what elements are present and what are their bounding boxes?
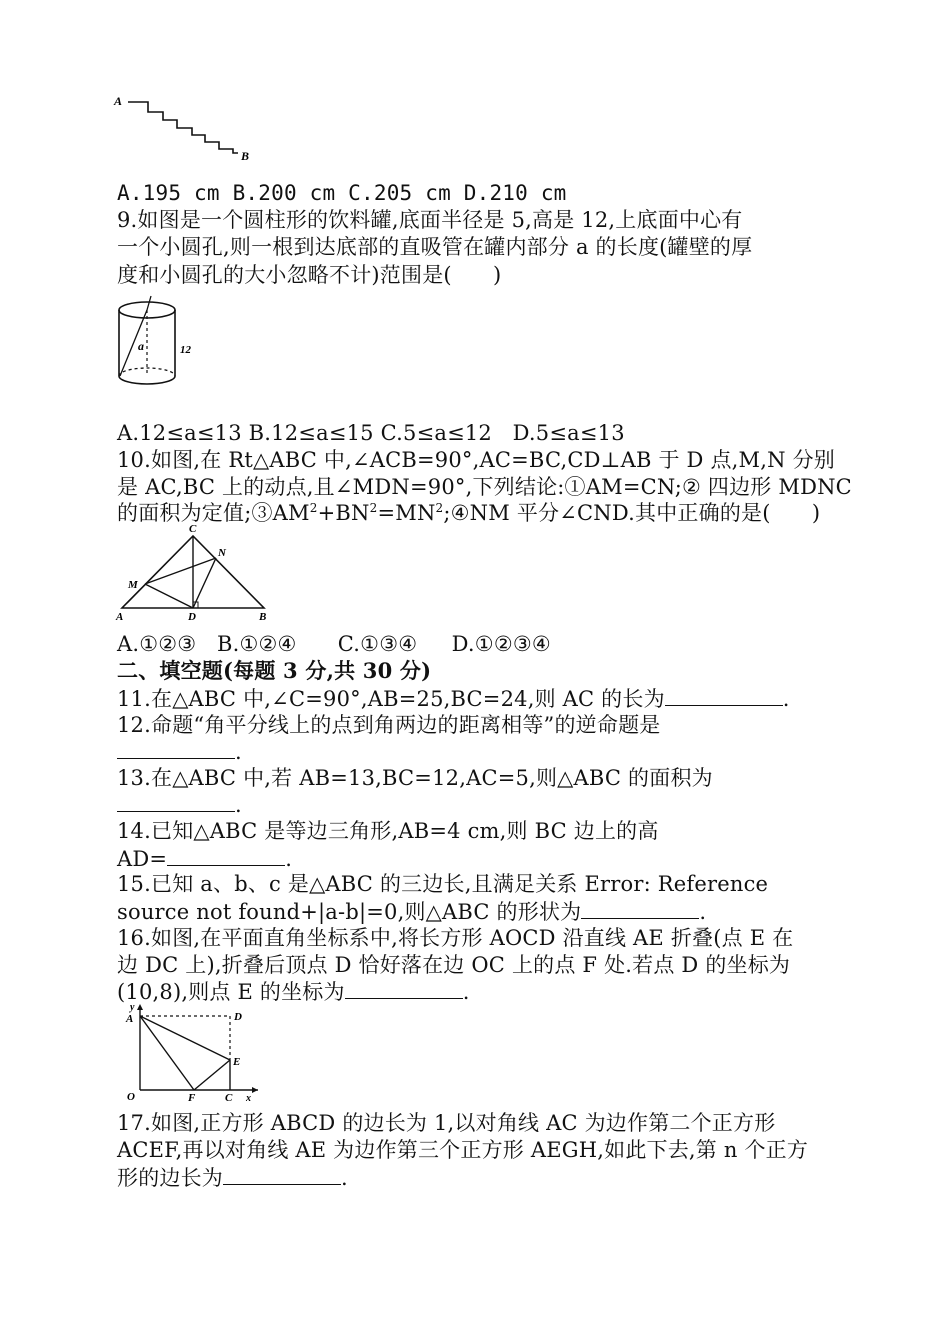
point-a-label: A: [114, 94, 123, 108]
q12-line2: .: [117, 738, 242, 765]
answer-blank[interactable]: [167, 845, 285, 866]
q16-line2: 边 DC 上),折叠后顶点 D 恰好落在边 OC 上的点 F 处.若点 D 的坐标为: [117, 953, 791, 977]
point-c-label: C: [189, 523, 197, 535]
q9-line3: 度和小圆孔的大小忽略不计)范围是( ): [117, 263, 502, 287]
point-e-label: E: [233, 1056, 241, 1068]
origin-label: O: [127, 1091, 135, 1102]
q9-line2: 一个小圆孔,则一根到达底部的直吸管在罐内部分 a 的长度(罐壁的厚: [117, 235, 753, 259]
point-f-label: F: [188, 1092, 196, 1102]
q16-line3: (10,8),则点 E 的坐标为 .: [117, 980, 470, 1004]
q15-line2: source not found+|a-b|=0,则△ABC 的形状为 .: [117, 900, 707, 924]
axis-y-label: y: [130, 1002, 135, 1013]
cylinder-figure: [108, 290, 203, 395]
q8-options: A.195 cm B.200 cm C.205 cm D.210 cm: [117, 181, 567, 205]
q16-line1: 16.如图,在平面直角坐标系中,将长方形 AOCD 沿直线 AE 折叠(点 E 在: [117, 926, 794, 950]
q17-line3: 形的边长为 .: [117, 1166, 348, 1190]
answer-blank[interactable]: [581, 898, 699, 919]
answer-blank[interactable]: [345, 978, 463, 999]
answer-blank[interactable]: [665, 685, 783, 706]
point-b-label: B: [241, 149, 250, 163]
point-n-label: N: [218, 547, 226, 559]
q15-line1: 15.已知 a、b、c 是△ABC 的三边长,且满足关系 Error: Reference: [117, 872, 769, 896]
q10-line1: 10.如图,在 Rt△ABC 中,∠ACB=90°,AC=BC,CD⊥AB 于 D 点,M,N 分别: [117, 448, 835, 472]
answer-blank[interactable]: [117, 738, 235, 759]
point-m-label: M: [128, 579, 138, 591]
point-b-label: B: [259, 611, 267, 622]
straw-length-label: a: [138, 339, 144, 353]
answer-blank[interactable]: [117, 791, 235, 812]
q10-line3: 的面积为定值$;③AM^2+BN^2=MN^2;④NM$ 平分∠CND.其中正确的是( ): [117, 501, 821, 525]
point-c-label: C: [225, 1092, 233, 1102]
height-label: 12: [180, 344, 191, 356]
q12-line1: 12.命题“角平分线上的点到角两边的距离相等”的逆命题是: [117, 713, 661, 737]
point-d-label: D: [188, 611, 196, 622]
q9-options: A.12≤a≤13 B.12≤a≤15 C.5≤a≤12 D.5≤a≤13: [117, 421, 625, 445]
q11: 11.在△ABC 中,∠C=90°,AB=25,BC=24,则 AC 的长为 .: [117, 687, 790, 711]
triangle-figure: [112, 522, 282, 622]
section-heading: 二、填空题(每题 3 分,共 30 分): [117, 658, 432, 683]
q9-line1: 9.如图是一个圆柱形的饮料罐,底面半径是 5,高是 12,上底面中心有: [117, 208, 743, 232]
point-d-label: D: [234, 1011, 242, 1023]
q10-options: A.①②③ B.①②④ C.①③④ D.①②③④: [117, 632, 551, 656]
point-a-label: A: [126, 1013, 134, 1025]
staircase-figure: [112, 90, 262, 165]
q17-line2: ACEF,再以对角线 AE 为边作第三个正方形 AEGH,如此下去,第 n 个正方: [117, 1138, 809, 1162]
q10-line2: 是 AC,BC 上的动点,且∠MDN=90°,下列结论:①AM=CN;② 四边形 MDNC: [117, 475, 852, 499]
q13-line2: .: [117, 791, 242, 818]
q14-line1: 14.已知△ABC 是等边三角形,AB=4 cm,则 BC 边上的高: [117, 819, 659, 843]
q13-line1: 13.在△ABC 中,若 AB=13,BC=12,AC=5,则△ABC 的面积为: [117, 766, 713, 790]
axis-x-label: x: [246, 1093, 251, 1102]
q14-line2: AD= .: [117, 847, 293, 871]
answer-blank[interactable]: [223, 1164, 341, 1185]
q17-line1: 17.如图,正方形 ABCD 的边长为 1,以对角线 AC 为边作第二个正方形: [117, 1111, 776, 1135]
point-a-label: A: [116, 611, 124, 622]
coordinate-figure: [112, 1002, 262, 1102]
